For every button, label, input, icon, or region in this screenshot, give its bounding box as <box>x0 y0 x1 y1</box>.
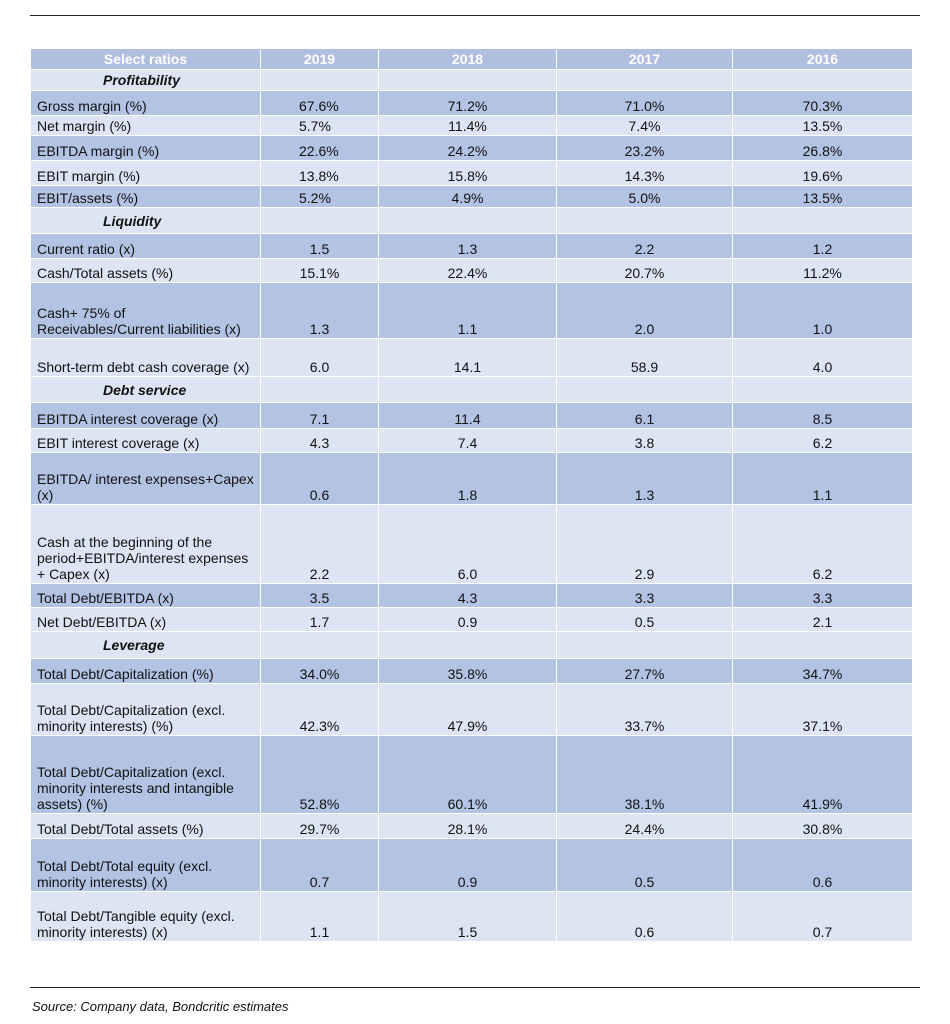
value-2019: 22.6% <box>261 136 379 161</box>
value-2019: 2.2 <box>261 505 379 584</box>
ratios-table <box>30 48 913 942</box>
value-2018: 0.9 <box>379 608 557 632</box>
header-cell: 2018 <box>379 49 557 70</box>
value-2017: 33.7% <box>557 684 733 736</box>
table-row <box>31 339 913 377</box>
value-2017: 24.4% <box>557 814 733 839</box>
value-2017: 38.1% <box>557 736 733 814</box>
section-header-profitability <box>31 70 913 91</box>
header-cell: 2017 <box>557 49 733 70</box>
value-2019: 0.7 <box>261 839 379 892</box>
row-label: EBIT interest coverage (x) <box>31 429 261 453</box>
header-row <box>31 49 913 70</box>
table-row <box>31 116 913 136</box>
row-label: Total Debt/EBITDA (x) <box>31 584 261 608</box>
row-label: Cash+ 75% of Receivables/Current liabilities (x) <box>31 283 261 339</box>
row-label: EBITDA/ interest expenses+Capex (x) <box>31 453 261 505</box>
value-2018: 35.8% <box>379 659 557 684</box>
header-cell: Select ratios <box>31 49 261 70</box>
top-rule <box>30 15 920 16</box>
value-2017: 5.0% <box>557 186 733 208</box>
table-row <box>31 91 913 116</box>
table-row <box>31 608 913 632</box>
source-note: Source: Company data, Bondcritic estimates <box>32 999 289 1014</box>
value-2018: 1.5 <box>379 892 557 942</box>
value-2017: 2.0 <box>557 283 733 339</box>
bottom-rule <box>30 987 920 988</box>
value-2017: 23.2% <box>557 136 733 161</box>
value-2017: 0.5 <box>557 608 733 632</box>
value-2019: 3.5 <box>261 584 379 608</box>
table-row <box>31 259 913 283</box>
section-title: Liquidity <box>31 208 261 234</box>
value-2018: 1.1 <box>379 283 557 339</box>
value-2019: 5.2% <box>261 186 379 208</box>
row-label: Net Debt/EBITDA (x) <box>31 608 261 632</box>
table-row <box>31 736 913 814</box>
row-label: EBITDA interest coverage (x) <box>31 403 261 429</box>
row-label: Total Debt/Total equity (excl. minority interests) (x) <box>31 839 261 892</box>
value-2016: 3.3 <box>733 584 913 608</box>
row-label: EBIT margin (%) <box>31 161 261 186</box>
value-2016: 1.2 <box>733 234 913 259</box>
value-2019: 34.0% <box>261 659 379 684</box>
row-label: Total Debt/Capitalization (excl. minority interests) (%) <box>31 684 261 736</box>
value-2018: 14.1 <box>379 339 557 377</box>
section-header-leverage <box>31 632 913 659</box>
row-label: Total Debt/Tangible equity (excl. minority interests) (x) <box>31 892 261 942</box>
value-2019: 67.6% <box>261 91 379 116</box>
value-2017: 0.5 <box>557 839 733 892</box>
value-2019: 52.8% <box>261 736 379 814</box>
value-2017: 3.8 <box>557 429 733 453</box>
table-row <box>31 505 913 584</box>
header-cell: 2016 <box>733 49 913 70</box>
value-2018: 24.2% <box>379 136 557 161</box>
value-2016: 6.2 <box>733 429 913 453</box>
row-label: EBITDA margin (%) <box>31 136 261 161</box>
value-2018: 4.9% <box>379 186 557 208</box>
row-label: Net margin (%) <box>31 116 261 136</box>
table-row <box>31 453 913 505</box>
value-2017: 6.1 <box>557 403 733 429</box>
value-2017: 71.0% <box>557 91 733 116</box>
value-2019: 4.3 <box>261 429 379 453</box>
value-2017: 58.9 <box>557 339 733 377</box>
value-2019: 1.3 <box>261 283 379 339</box>
value-2016: 0.6 <box>733 839 913 892</box>
table-row <box>31 839 913 892</box>
value-2016: 6.2 <box>733 505 913 584</box>
table-row <box>31 283 913 339</box>
value-2016: 30.8% <box>733 814 913 839</box>
value-2016: 1.0 <box>733 283 913 339</box>
table-row <box>31 234 913 259</box>
table-row <box>31 814 913 839</box>
value-2017: 20.7% <box>557 259 733 283</box>
value-2016: 8.5 <box>733 403 913 429</box>
value-2017: 2.9 <box>557 505 733 584</box>
section-header-debt-service <box>31 377 913 403</box>
value-2019: 29.7% <box>261 814 379 839</box>
row-label: Total Debt/Capitalization (excl. minority interests and intangible assets) (%) <box>31 736 261 814</box>
table-row <box>31 892 913 942</box>
value-2018: 11.4 <box>379 403 557 429</box>
value-2019: 42.3% <box>261 684 379 736</box>
value-2018: 47.9% <box>379 684 557 736</box>
value-2017: 2.2 <box>557 234 733 259</box>
value-2019: 6.0 <box>261 339 379 377</box>
header-cell: 2019 <box>261 49 379 70</box>
row-label: Current ratio (x) <box>31 234 261 259</box>
row-label: Cash at the beginning of the period+EBITDA/interest expenses + Capex (x) <box>31 505 261 584</box>
table-row <box>31 429 913 453</box>
row-label: Cash/Total assets (%) <box>31 259 261 283</box>
section-header-liquidity <box>31 208 913 234</box>
value-2018: 0.9 <box>379 839 557 892</box>
table-row <box>31 584 913 608</box>
value-2018: 1.3 <box>379 234 557 259</box>
value-2018: 11.4% <box>379 116 557 136</box>
value-2017: 0.6 <box>557 892 733 942</box>
row-label: Gross margin (%) <box>31 91 261 116</box>
value-2017: 3.3 <box>557 584 733 608</box>
value-2016: 37.1% <box>733 684 913 736</box>
value-2018: 60.1% <box>379 736 557 814</box>
row-label: EBIT/assets (%) <box>31 186 261 208</box>
value-2017: 7.4% <box>557 116 733 136</box>
value-2019: 0.6 <box>261 453 379 505</box>
value-2018: 71.2% <box>379 91 557 116</box>
row-label: Short-term debt cash coverage (x) <box>31 339 261 377</box>
value-2019: 15.1% <box>261 259 379 283</box>
value-2019: 1.7 <box>261 608 379 632</box>
value-2018: 4.3 <box>379 584 557 608</box>
value-2016: 1.1 <box>733 453 913 505</box>
value-2016: 34.7% <box>733 659 913 684</box>
value-2016: 0.7 <box>733 892 913 942</box>
table-row <box>31 186 913 208</box>
value-2016: 26.8% <box>733 136 913 161</box>
value-2018: 6.0 <box>379 505 557 584</box>
value-2018: 7.4 <box>379 429 557 453</box>
value-2016: 2.1 <box>733 608 913 632</box>
table-row <box>31 403 913 429</box>
section-title: Debt service <box>31 377 261 403</box>
value-2016: 11.2% <box>733 259 913 283</box>
value-2019: 1.1 <box>261 892 379 942</box>
value-2017: 27.7% <box>557 659 733 684</box>
value-2016: 13.5% <box>733 186 913 208</box>
value-2019: 5.7% <box>261 116 379 136</box>
value-2018: 1.8 <box>379 453 557 505</box>
value-2016: 4.0 <box>733 339 913 377</box>
row-label: Total Debt/Capitalization (%) <box>31 659 261 684</box>
section-title: Leverage <box>31 632 261 659</box>
table-row <box>31 161 913 186</box>
section-title: Profitability <box>31 70 261 91</box>
value-2019: 1.5 <box>261 234 379 259</box>
value-2016: 70.3% <box>733 91 913 116</box>
table-row <box>31 659 913 684</box>
value-2016: 41.9% <box>733 736 913 814</box>
value-2016: 19.6% <box>733 161 913 186</box>
row-label: Total Debt/Total assets (%) <box>31 814 261 839</box>
table-row <box>31 684 913 736</box>
table-row <box>31 136 913 161</box>
value-2018: 15.8% <box>379 161 557 186</box>
value-2018: 22.4% <box>379 259 557 283</box>
value-2018: 28.1% <box>379 814 557 839</box>
value-2017: 1.3 <box>557 453 733 505</box>
value-2017: 14.3% <box>557 161 733 186</box>
value-2019: 13.8% <box>261 161 379 186</box>
value-2019: 7.1 <box>261 403 379 429</box>
value-2016: 13.5% <box>733 116 913 136</box>
